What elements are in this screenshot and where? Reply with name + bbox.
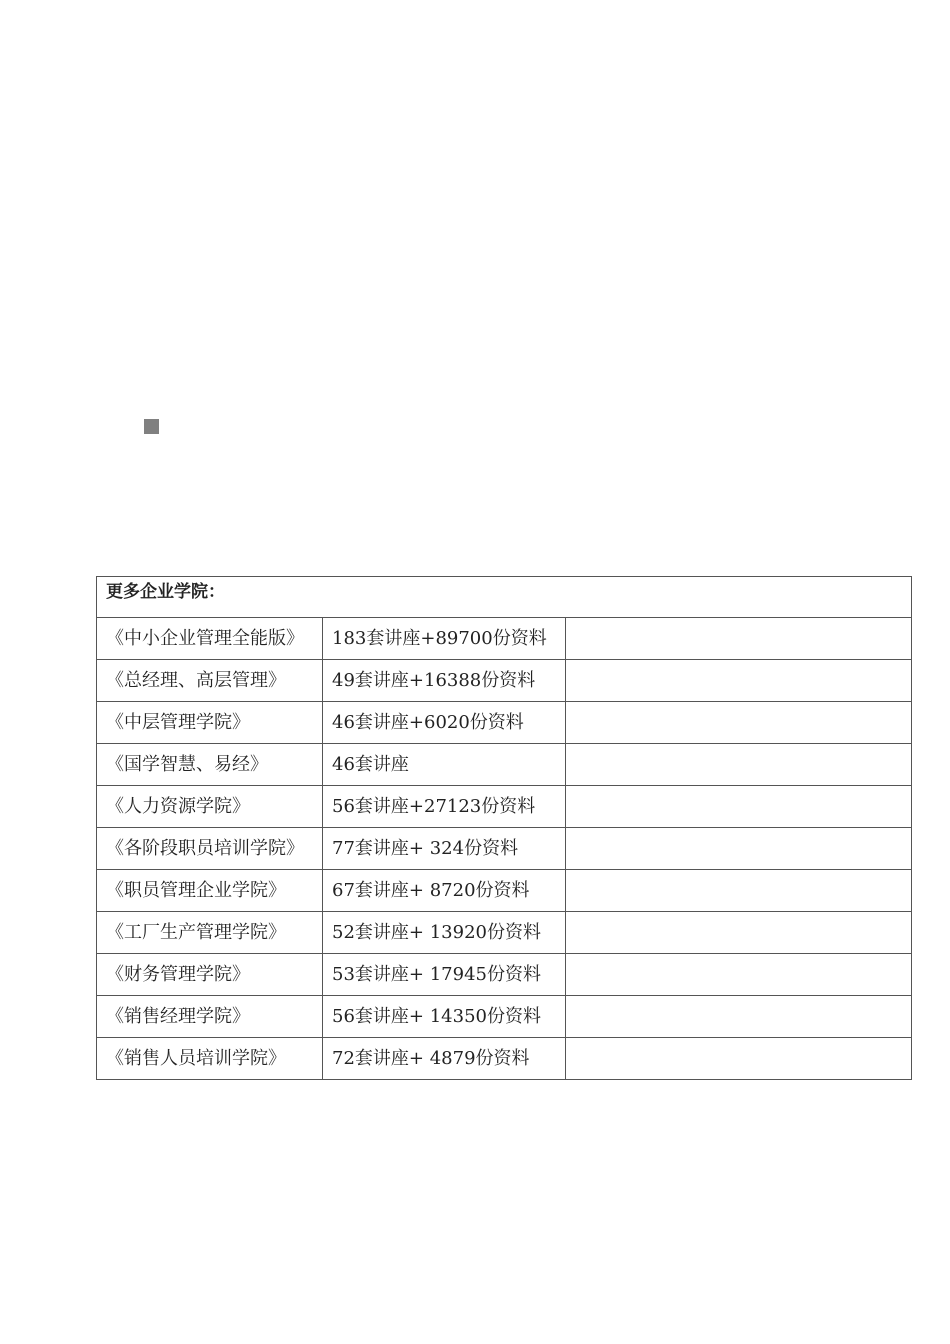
table-row — [97, 1038, 912, 1080]
academy-content: 46套讲座+6020份资料 — [323, 702, 566, 744]
academy-name: 《销售经理学院》 — [97, 996, 323, 1038]
academy-name: 《中小企业管理全能版》 — [97, 618, 323, 660]
academy-name: 《各阶段职员培训学院》 — [97, 828, 323, 870]
academy-content: 49套讲座+16388份资料 — [323, 660, 566, 702]
academy-note — [566, 618, 912, 660]
table-row — [97, 786, 912, 828]
table-row — [97, 828, 912, 870]
academy-name: 《人力资源学院》 — [97, 786, 323, 828]
academy-note — [566, 870, 912, 912]
table-row — [97, 954, 912, 996]
table-row — [97, 744, 912, 786]
academy-content: 183套讲座+89700份资料 — [323, 618, 566, 660]
square-bullet-icon — [144, 419, 159, 434]
academy-note — [566, 1038, 912, 1080]
academy-note — [566, 660, 912, 702]
academy-name: 《职员管理企业学院》 — [97, 870, 323, 912]
academy-note — [566, 702, 912, 744]
academy-name: 《财务管理学院》 — [97, 954, 323, 996]
table-row — [97, 618, 912, 660]
academy-content: 77套讲座+ 324份资料 — [323, 828, 566, 870]
academy-name: 《国学智慧、易经》 — [97, 744, 323, 786]
table-header-row — [97, 577, 912, 618]
table-row — [97, 996, 912, 1038]
academy-content: 53套讲座+ 17945份资料 — [323, 954, 566, 996]
academy-name: 《工厂生产管理学院》 — [97, 912, 323, 954]
table-row — [97, 660, 912, 702]
table-row — [97, 870, 912, 912]
academy-content: 56套讲座+ 14350份资料 — [323, 996, 566, 1038]
academy-table — [96, 576, 912, 1080]
academy-name: 《总经理、高层管理》 — [97, 660, 323, 702]
academy-content: 46套讲座 — [323, 744, 566, 786]
academy-content: 52套讲座+ 13920份资料 — [323, 912, 566, 954]
academy-content: 67套讲座+ 8720份资料 — [323, 870, 566, 912]
academy-name: 《中层管理学院》 — [97, 702, 323, 744]
table-row — [97, 912, 912, 954]
academy-name: 《销售人员培训学院》 — [97, 1038, 323, 1080]
academy-note — [566, 954, 912, 996]
academy-note — [566, 786, 912, 828]
academy-content: 56套讲座+27123份资料 — [323, 786, 566, 828]
academy-note — [566, 828, 912, 870]
academy-note — [566, 744, 912, 786]
academy-note — [566, 996, 912, 1038]
academy-content: 72套讲座+ 4879份资料 — [323, 1038, 566, 1080]
table-row — [97, 702, 912, 744]
academy-note — [566, 912, 912, 954]
table-header: 更多企业学院： — [97, 577, 912, 618]
